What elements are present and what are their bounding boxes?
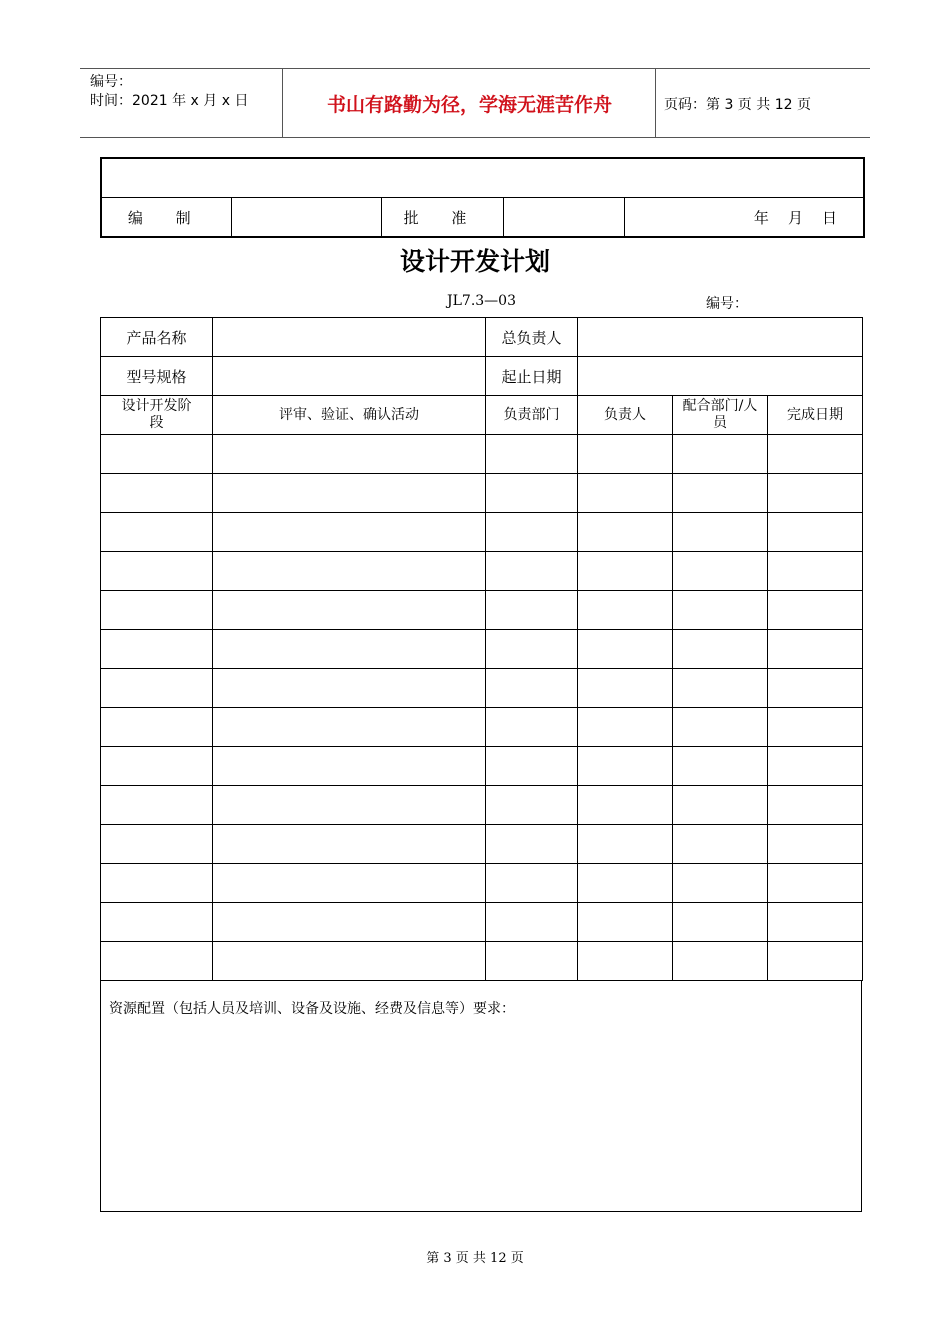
table-cell[interactable]: [673, 591, 768, 630]
table-row: [101, 786, 863, 825]
table-cell[interactable]: [673, 708, 768, 747]
table-cell[interactable]: [673, 552, 768, 591]
table-cell[interactable]: [101, 630, 213, 669]
table-cell[interactable]: [101, 825, 213, 864]
table-cell[interactable]: [768, 591, 863, 630]
table-row: [101, 513, 863, 552]
table-cell[interactable]: [213, 591, 486, 630]
table-row: [101, 630, 863, 669]
table-cell[interactable]: [486, 591, 578, 630]
header-number: 编号：: [90, 74, 132, 90]
page-header: [80, 68, 870, 138]
table-cell[interactable]: [213, 708, 486, 747]
approval-blank-cell[interactable]: [101, 158, 864, 198]
table-cell[interactable]: [486, 552, 578, 591]
table-cell[interactable]: [578, 630, 673, 669]
table-cell[interactable]: [486, 942, 578, 981]
table-cell[interactable]: [768, 669, 863, 708]
serial-number-label: 编号：: [706, 296, 748, 312]
col-activities: 评审、验证、确认活动: [213, 396, 486, 435]
table-cell[interactable]: [768, 435, 863, 474]
table-cell[interactable]: [673, 747, 768, 786]
table-cell[interactable]: [213, 747, 486, 786]
table-cell[interactable]: [213, 474, 486, 513]
plan-body: [101, 435, 863, 981]
table-cell[interactable]: [213, 513, 486, 552]
table-cell[interactable]: [101, 942, 213, 981]
plan-table: [100, 317, 863, 981]
table-cell[interactable]: [101, 591, 213, 630]
table-cell[interactable]: [768, 786, 863, 825]
table-cell[interactable]: [213, 864, 486, 903]
info-row: [101, 357, 863, 396]
approval-date[interactable]: 年 月 日: [624, 198, 864, 238]
table-cell[interactable]: [578, 942, 673, 981]
approve-field[interactable]: [503, 198, 624, 238]
resources-label: 资源配置（包括人员及培训、设备及设施、经费及信息等）要求：: [109, 1001, 515, 1017]
col-coop: 配合部门/人员: [673, 396, 768, 435]
table-cell[interactable]: [673, 864, 768, 903]
table-cell[interactable]: [213, 903, 486, 942]
table-cell[interactable]: [673, 786, 768, 825]
table-cell[interactable]: [673, 435, 768, 474]
table-row: [101, 669, 863, 708]
table-cell[interactable]: [213, 825, 486, 864]
table-cell[interactable]: [578, 903, 673, 942]
header-time: 时间：2021 年 x 月 x 日: [90, 93, 249, 109]
approval-sign-row: [101, 198, 864, 238]
table-cell[interactable]: [578, 591, 673, 630]
resources-box[interactable]: [100, 981, 862, 1212]
table-cell[interactable]: [578, 513, 673, 552]
table-cell[interactable]: [768, 942, 863, 981]
table-cell[interactable]: [578, 435, 673, 474]
table-cell[interactable]: [486, 435, 578, 474]
table-cell[interactable]: [578, 708, 673, 747]
header-motto: 书山有路勤为径，学海无涯苦作舟: [326, 93, 612, 116]
table-cell[interactable]: [486, 864, 578, 903]
table-cell[interactable]: [101, 903, 213, 942]
table-cell[interactable]: [486, 747, 578, 786]
table-cell[interactable]: [578, 552, 673, 591]
table-row: [101, 435, 863, 474]
table-cell[interactable]: [768, 513, 863, 552]
table-cell[interactable]: [213, 435, 486, 474]
table-cell[interactable]: [768, 630, 863, 669]
table-cell[interactable]: [673, 669, 768, 708]
table-cell[interactable]: [213, 786, 486, 825]
table-cell[interactable]: [101, 513, 213, 552]
table-cell[interactable]: [101, 708, 213, 747]
table-row: [101, 708, 863, 747]
table-cell[interactable]: [486, 669, 578, 708]
column-header-row: [101, 396, 863, 435]
table-cell[interactable]: [578, 825, 673, 864]
table-cell[interactable]: [486, 903, 578, 942]
col-finish: 完成日期: [768, 396, 863, 435]
chief-field[interactable]: [578, 318, 863, 357]
table-cell[interactable]: [673, 942, 768, 981]
product-name-field[interactable]: [213, 318, 486, 357]
period-field[interactable]: [578, 357, 863, 396]
table-cell[interactable]: [101, 435, 213, 474]
table-cell[interactable]: [673, 474, 768, 513]
chief-label: 总负责人: [486, 318, 578, 357]
table-cell[interactable]: [673, 513, 768, 552]
table-cell[interactable]: [213, 942, 486, 981]
table-cell[interactable]: [768, 864, 863, 903]
table-cell[interactable]: [768, 825, 863, 864]
document-code: JL7.3—03: [447, 293, 516, 309]
table-cell[interactable]: [486, 825, 578, 864]
table-row: [101, 942, 863, 981]
table-cell[interactable]: [768, 747, 863, 786]
table-cell[interactable]: [578, 669, 673, 708]
model-label: 型号规格: [101, 357, 213, 396]
table-cell[interactable]: [101, 474, 213, 513]
col-stage: 设计开发阶段: [101, 396, 213, 435]
table-cell[interactable]: [673, 903, 768, 942]
page-footer: 第 3 页 共 12 页: [426, 1251, 524, 1266]
table-cell[interactable]: [578, 864, 673, 903]
table-row: [101, 552, 863, 591]
table-cell[interactable]: [101, 552, 213, 591]
table-cell[interactable]: [101, 786, 213, 825]
table-cell[interactable]: [486, 513, 578, 552]
table-row: [101, 591, 863, 630]
table-cell[interactable]: [213, 669, 486, 708]
table-cell[interactable]: [578, 786, 673, 825]
table-cell[interactable]: [486, 474, 578, 513]
table-cell[interactable]: [768, 708, 863, 747]
compile-field[interactable]: [231, 198, 381, 238]
table-row: [101, 474, 863, 513]
table-cell[interactable]: [486, 630, 578, 669]
table-cell[interactable]: [578, 474, 673, 513]
table-row: [101, 747, 863, 786]
approval-table: [100, 157, 865, 238]
table-cell[interactable]: [486, 708, 578, 747]
table-cell[interactable]: [101, 864, 213, 903]
table-cell[interactable]: [101, 747, 213, 786]
col-dept: 负责部门: [486, 396, 578, 435]
header-page: 页码：第 3 页 共 12 页: [664, 97, 811, 113]
approval-blank-row: [101, 158, 864, 198]
table-cell[interactable]: [768, 903, 863, 942]
table-cell[interactable]: [768, 552, 863, 591]
col-person: 负责人: [578, 396, 673, 435]
model-field[interactable]: [213, 357, 486, 396]
table-row: [101, 903, 863, 942]
header-meta: [90, 73, 248, 111]
period-label: 起止日期: [486, 357, 578, 396]
table-cell[interactable]: [213, 552, 486, 591]
table-row: [101, 825, 863, 864]
table-row: [101, 864, 863, 903]
table-cell[interactable]: [673, 825, 768, 864]
table-cell[interactable]: [673, 630, 768, 669]
table-cell[interactable]: [578, 747, 673, 786]
table-cell[interactable]: [486, 786, 578, 825]
table-cell[interactable]: [101, 669, 213, 708]
approve-label: 批 准: [381, 198, 503, 238]
compile-label: 编 制: [101, 198, 231, 238]
table-cell[interactable]: [768, 474, 863, 513]
table-cell[interactable]: [213, 630, 486, 669]
product-name-label: 产品名称: [101, 318, 213, 357]
info-row: [101, 318, 863, 357]
document-title: 设计开发计划: [399, 247, 550, 276]
